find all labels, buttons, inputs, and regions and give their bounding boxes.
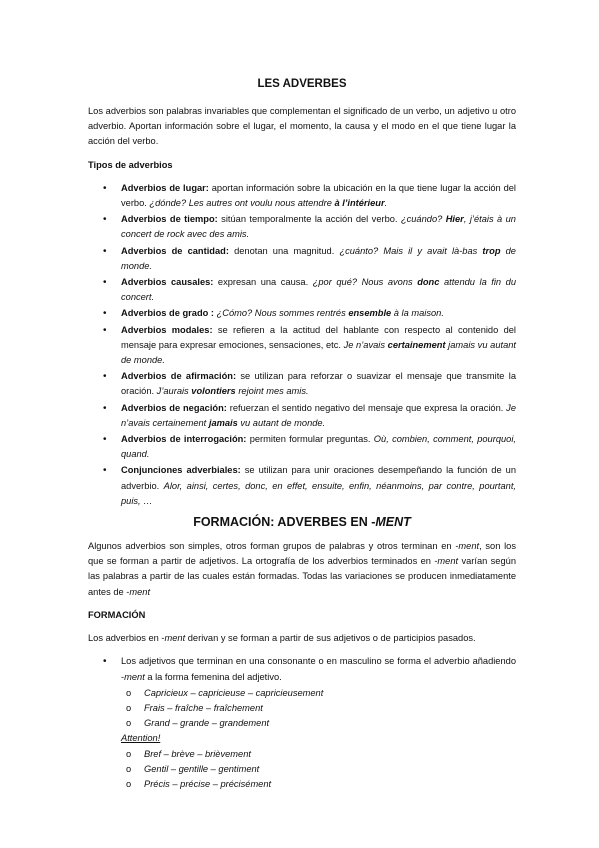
list-item: • Adverbios de tiempo: sitúan temporalmente la acción del verbo. ¿cuándo? Hier, j’étais à un concert de rock avec des amis. — [88, 212, 516, 242]
list-item: • Los adjetivos que terminan en una consonante o en masculino se forma el adverbio añadiendo -ment a la forma femenina del adjetivo. — [88, 654, 516, 684]
types-heading: Tipos de adverbios — [88, 159, 173, 170]
rules-list — [88, 654, 516, 684]
list-item: • Adverbios de grado : ¿Cómo? Nous sommes rentrés ensemble à la maison. — [88, 306, 516, 321]
attention-label: Attention! — [121, 733, 161, 744]
formation-paragraph: Algunos adverbios son simples, otros forman grupos de palabras y otros terminan en -ment, son los que se forman a partir de adjetivos. La ortografía de los adverbios terminados en -ment varían según las palabras a partir de las cuales están formadas. Todas las variaciones se producen inmediatamente antes de -ment — [88, 541, 517, 597]
list-item: o Précis – précise – précisément — [88, 777, 516, 792]
list-item: • Adverbios de interrogación: permiten formular preguntas. Où, combien, comment, pourquoi, quand. — [88, 432, 516, 462]
list-item: • Adverbios causales: expresan una causa. ¿por qué? Nous avons donc attendu la fin du concert. — [88, 275, 516, 305]
formation-heading: FORMACIÓN — [88, 609, 146, 620]
types-list — [88, 181, 516, 509]
list-item: o Capricieux – capricieuse – capricieusement — [88, 686, 516, 701]
intro-paragraph: Los adverbios son palabras invariables que complementan el significado de un verbo, un adjetivo u otro adverbio. Aportan información sobre el lugar, el momento, la causa y el modo en el que tiene lugar la acción del verbo. — [88, 106, 516, 147]
examples-list — [88, 686, 516, 732]
document-page — [88, 76, 516, 792]
list-item: • Adverbios de negación: refuerzan el sentido negativo del mensaje que expresa la oración. Je n’avais certainement jamais vu autant de monde. — [88, 401, 516, 431]
list-item: o Bref – brève – brièvement — [88, 747, 516, 762]
list-item: o Gentil – gentille – gentiment — [88, 762, 516, 777]
list-item: • Adverbios de afirmación: se utilizan para reforzar o suavizar el mensaje que transmite la oración. J’aurais volontiers rejoint mes amis. — [88, 369, 516, 399]
list-item: o Grand – grande – grandement — [88, 716, 516, 731]
list-item: • Conjunciones adverbiales: se utilizan para unir oraciones desempeñando la función de un adverbio. Alor, ainsi, certes, donc, en effet, ensuite, enfin, néanmoins, par contre, pourtant, puis, … — [88, 463, 516, 509]
list-item: • Adverbios de lugar: aportan información sobre la ubicación en la que tiene lugar la acción del verbo. ¿dónde? Les autres ont voulu nous attendre à l’intérieur. — [88, 181, 516, 211]
page-title: LES ADVERBES — [257, 78, 347, 90]
list-item: o Frais – fraîche – fraîchement — [88, 701, 516, 716]
list-item: • Adverbios de cantidad: denotan una magnitud. ¿cuánto? Mais il y avait là-bas trop de monde. — [88, 244, 516, 274]
formation-title: FORMACIÓN: ADVERBES EN -MENT — [193, 515, 411, 530]
list-item: • Adverbios modales: se refieren a la actitud del hablante con respecto al contenido del mensaje para expresar emociones, sensaciones, etc. Je n’avais certainement jamais vu autant de monde. — [88, 323, 516, 369]
exceptions-list — [88, 747, 516, 793]
formation-rule: Los adverbios en -ment derivan y se forman a partir de sus adjetivos o de participios pasados. — [88, 633, 476, 644]
